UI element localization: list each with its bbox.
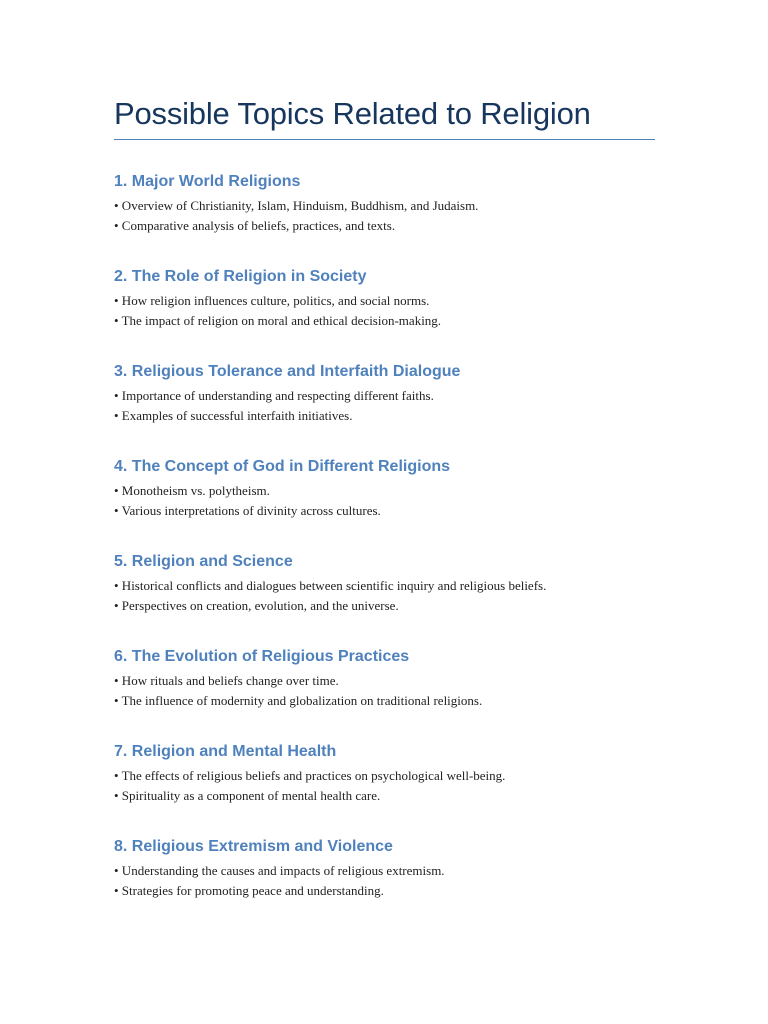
bullet-item: • Perspectives on creation, evolution, and the universe. — [114, 597, 399, 613]
bullet-item: • Understanding the causes and impacts of religious extremism. — [114, 863, 445, 878]
bullet-item: • Importance of understanding and respecting different faiths. — [114, 388, 434, 403]
bullet-list — [114, 196, 655, 235]
bullet-item: • The impact of religion on moral and ethical decision-making. — [114, 312, 442, 328]
title-divider — [114, 139, 655, 140]
bullet-item: • How religion influences culture, politics, and social norms. — [114, 293, 430, 308]
section-heading: 4. The Concept of God in Different Religions — [114, 458, 451, 475]
topic-section — [114, 741, 655, 805]
document-page — [114, 0, 655, 900]
bullet-item: • The effects of religious beliefs and practices on psychological well-being. — [114, 768, 506, 783]
bullet-list — [114, 386, 655, 425]
topic-section — [114, 361, 655, 425]
section-heading: 7. Religion and Mental Health — [114, 743, 337, 760]
section-heading: 6. The Evolution of Religious Practices — [114, 648, 410, 665]
bullet-item: • Historical conflicts and dialogues between scientific inquiry and religious beliefs. — [114, 578, 547, 593]
topic-section — [114, 646, 655, 710]
bullet-item: • Strategies for promoting peace and understanding. — [114, 882, 384, 898]
bullet-item: • Examples of successful interfaith initiatives. — [114, 407, 353, 423]
topic-section — [114, 456, 655, 520]
bullet-list — [114, 481, 655, 520]
bullet-item: • Overview of Christianity, Islam, Hinduism, Buddhism, and Judaism. — [114, 198, 479, 213]
section-heading: 5. Religion and Science — [114, 553, 293, 570]
section-heading: 3. Religious Tolerance and Interfaith Dialogue — [114, 363, 461, 380]
bullet-list — [114, 576, 655, 615]
document-title: Possible Topics Related to Religion — [114, 96, 591, 131]
section-heading: 2. The Role of Religion in Society — [114, 268, 367, 285]
bullet-item: • Monotheism vs. polytheism. — [114, 483, 270, 498]
bullet-list — [114, 671, 655, 710]
topic-section — [114, 836, 655, 900]
section-heading: 1. Major World Religions — [114, 173, 301, 190]
bullet-item: • The influence of modernity and globalization on traditional religions. — [114, 692, 483, 708]
topic-section — [114, 551, 655, 615]
section-heading: 8. Religious Extremism and Violence — [114, 838, 393, 855]
bullet-list — [114, 291, 655, 330]
bullet-list — [114, 766, 655, 805]
bullet-item: • Spirituality as a component of mental health care. — [114, 787, 381, 803]
bullet-item: • Various interpretations of divinity across cultures. — [114, 502, 381, 518]
topic-section — [114, 266, 655, 330]
bullet-item: • How rituals and beliefs change over time. — [114, 673, 339, 688]
topic-section — [114, 171, 655, 235]
bullet-item: • Comparative analysis of beliefs, practices, and texts. — [114, 217, 396, 233]
bullet-list — [114, 861, 655, 900]
